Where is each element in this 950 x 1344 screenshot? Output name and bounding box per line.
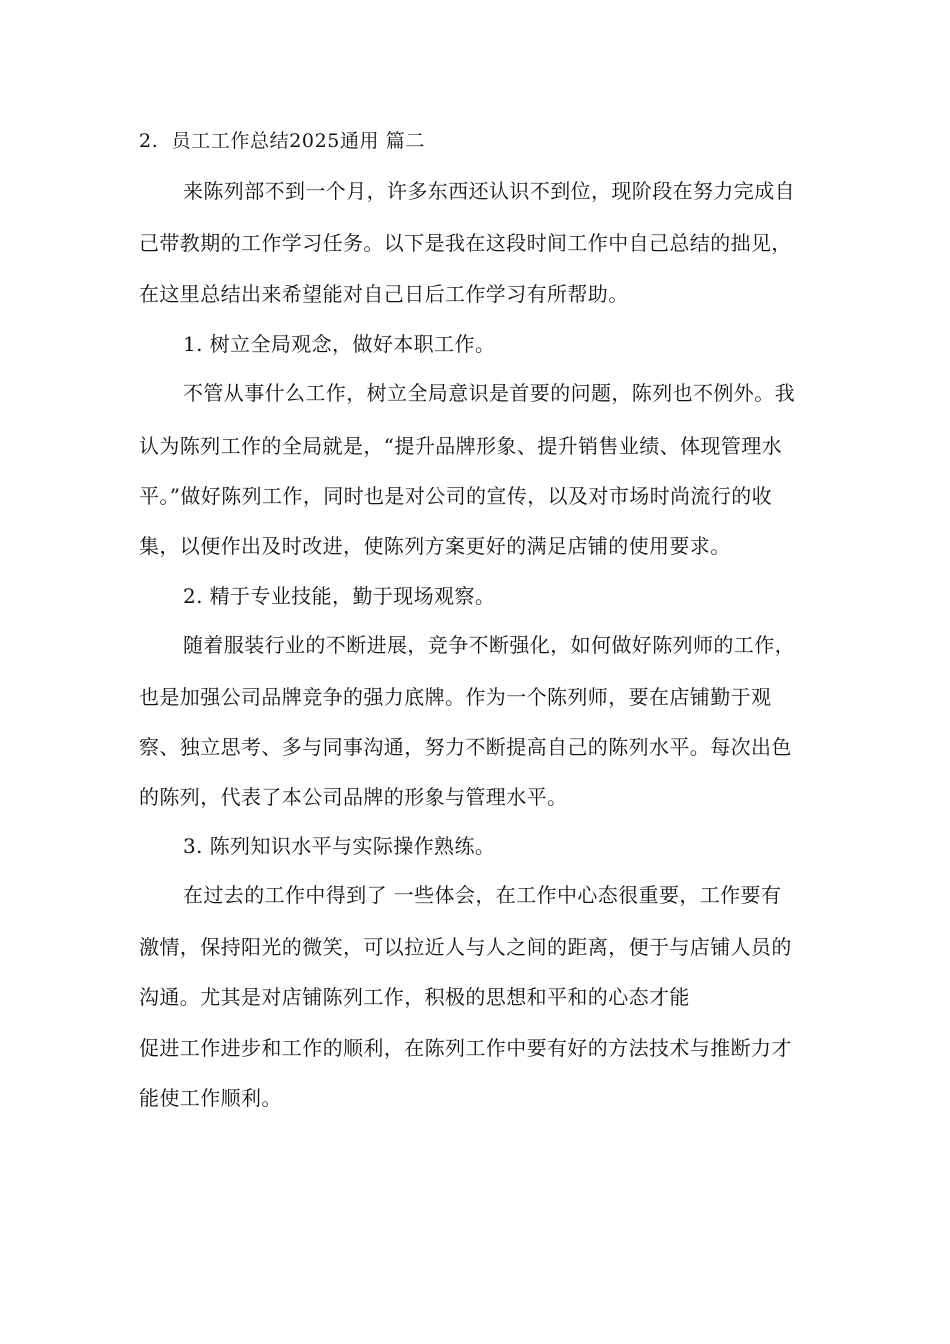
paragraph-line: 来陈列部不到一个月，许多东西还认识不到位，现阶段在努力完成自: [183, 179, 795, 203]
paragraph-line: 集，以便作出及时改进，使陈列方案更好的满足店铺的使用要求。: [139, 534, 731, 558]
paragraph-line: 在过去的工作中得到了 一些体会，在工作中心态很重要，工作要有: [183, 883, 782, 907]
paragraph-line: 也是加强公司品牌竞争的强力底牌。作为一个陈列师，要在店铺勤于观: [139, 685, 772, 709]
paragraph-line: 激情，保持阳光的微笑，可以拉近人与人之间的距离，便于与店铺人员的: [139, 935, 792, 959]
paragraph-line: 沟通。尤其是对店铺陈列工作，积极的思想和平和的心态才能: [139, 985, 690, 1009]
subheading-3: 3. 陈列知识水平与实际操作熟练。: [183, 834, 496, 858]
subheading-2: 2. 精于专业技能，勤于现场观察。: [183, 584, 496, 608]
section-heading: 2. 员工工作总结2025通用 篇二: [139, 130, 426, 152]
paragraph-line: 能使工作顺利。: [139, 1086, 282, 1110]
subheading-1: 1. 树立全局观念，做好本职工作。: [183, 332, 496, 356]
paragraph-line: 不管从事什么工作，树立全局意识是首要的问题，陈列也不例外。我: [183, 381, 795, 405]
paragraph-line: 促进工作进步和工作的顺利，在陈列工作中要有好的方法技术与推断力才: [139, 1036, 792, 1060]
paragraph-line: 认为陈列工作的全局就是，“提升品牌形象、提升销售业绩、体现管理水: [139, 434, 783, 458]
paragraph-line: 的陈列，代表了本公司品牌的形象与管理水平。: [139, 785, 568, 809]
paragraph-line: 察、独立思考、多与同事沟通，努力不断提高自己的陈列水平。每次出色: [139, 735, 792, 759]
paragraph-line: 己带教期的工作学习任务。以下是我在这段时间工作中自己总结的拙见，: [139, 231, 792, 255]
paragraph-line: 在这里总结出来希望能对自己日后工作学习有所帮助。: [139, 282, 629, 306]
paragraph-line: 平。”做好陈列工作，同时也是对公司的宣传，以及对市场时尚流行的收: [139, 484, 773, 508]
paragraph-line: 随着服装行业的不断进展，竞争不断强化，如何做好陈列师的工作，: [183, 633, 795, 657]
